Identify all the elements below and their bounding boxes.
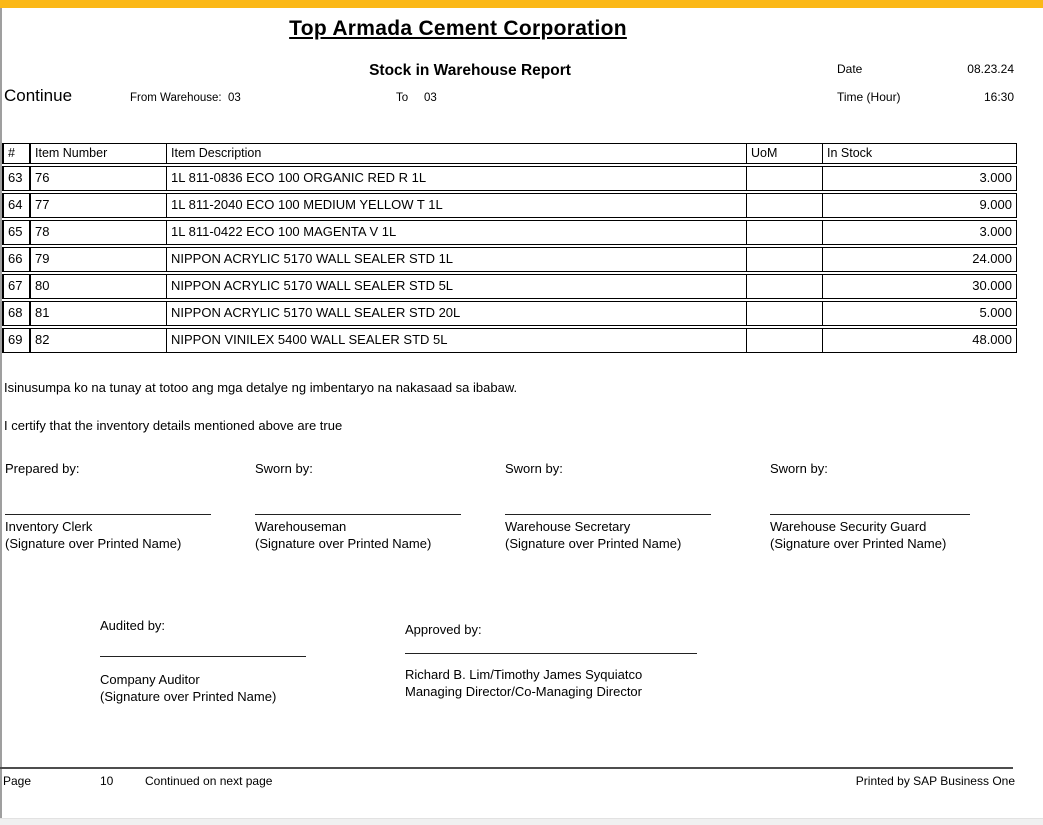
sworn-by-label: Sworn by:: [255, 461, 313, 476]
uom-value: [747, 329, 823, 352]
item-description: 1L 811-0422 ECO 100 MAGENTA V 1L: [167, 221, 747, 244]
item-number: 77: [31, 194, 167, 217]
col-header-in-stock: In Stock: [827, 146, 873, 160]
to-value: 03: [424, 92, 437, 104]
signature-note: (Signature over Printed Name): [5, 536, 182, 551]
signatory-name: Inventory Clerk: [5, 519, 93, 534]
to-label: To: [396, 92, 409, 104]
uom-value: [747, 275, 823, 298]
signatory-name: Warehouse Secretary: [505, 519, 631, 534]
uom-value: [747, 248, 823, 271]
uom-value: [747, 194, 823, 217]
item-number: 80: [31, 275, 167, 298]
signature-note: (Signature over Printed Name): [255, 536, 432, 551]
item-number: 76: [31, 167, 167, 190]
window-accent-bar: [0, 0, 1043, 8]
row-index: 63: [4, 167, 31, 190]
signature-note: (Signature over Printed Name): [100, 689, 277, 704]
stock-table: [2, 143, 1017, 355]
signature-line: [255, 514, 461, 515]
report-title: Stock in Warehouse Report: [369, 62, 571, 79]
footer-divider: [0, 767, 1013, 769]
sworn-by-label: Sworn by:: [505, 461, 563, 476]
signature-line: [405, 653, 697, 654]
from-warehouse-label: From Warehouse:: [130, 92, 222, 104]
time-value: 16:30: [983, 90, 1014, 104]
time-label: Time (Hour): [837, 90, 901, 104]
company-title: Top Armada Cement Corporation: [289, 17, 627, 40]
item-description: NIPPON VINILEX 5400 WALL SEALER STD 5L: [167, 329, 747, 352]
uom-value: [747, 302, 823, 325]
page-label: Page: [3, 774, 32, 788]
uom-value: [747, 221, 823, 244]
certification-tagalog: Isinusumpa ko na tunay at totoo ang mga detalye ng imbentaryo na nakasaad sa ibabaw.: [4, 380, 518, 395]
signatory-name: Warehouseman: [255, 519, 347, 534]
page-number: 10: [100, 774, 114, 788]
certification-english: I certify that the inventory details mentioned above are true: [4, 418, 343, 433]
approved-by-label: Approved by:: [405, 622, 482, 637]
auditor-name: Company Auditor: [100, 672, 200, 687]
signature-note: (Signature over Printed Name): [770, 536, 947, 551]
table-row: [2, 166, 1017, 191]
table-row: [2, 220, 1017, 245]
table-header-row: [2, 143, 1017, 164]
date-label: Date: [837, 62, 863, 76]
item-number: 81: [31, 302, 167, 325]
date-value: 08.23.24: [967, 62, 1014, 76]
row-index: 65: [4, 221, 31, 244]
col-header-description: Item Description: [167, 144, 747, 163]
printed-by-note: Printed by SAP Business One: [855, 774, 1015, 788]
continue-indicator: Continue: [4, 86, 73, 105]
table-row: [2, 247, 1017, 272]
item-description: NIPPON ACRYLIC 5170 WALL SEALER STD 1L: [167, 248, 747, 271]
approver-names: Richard B. Lim/Timothy James Syquiatco: [405, 667, 643, 682]
item-description: NIPPON ACRYLIC 5170 WALL SEALER STD 5L: [167, 275, 747, 298]
signature-note: (Signature over Printed Name): [505, 536, 682, 551]
row-index: 69: [4, 329, 31, 352]
row-index: 68: [4, 302, 31, 325]
row-index: 67: [4, 275, 31, 298]
continued-note: Continued on next page: [145, 774, 273, 788]
from-warehouse-value: 03: [228, 92, 241, 104]
item-description: 1L 811-0836 ECO 100 ORGANIC RED R 1L: [167, 167, 747, 190]
signature-line: [505, 514, 711, 515]
in-stock-value: 3.000: [979, 224, 1012, 239]
in-stock-value: 48.000: [972, 332, 1012, 347]
in-stock-value: 5.000: [979, 305, 1012, 320]
signature-line: [770, 514, 970, 515]
signature-line: [5, 514, 211, 515]
approver-titles: Managing Director/Co-Managing Director: [405, 684, 642, 699]
in-stock-value: 9.000: [979, 197, 1012, 212]
table-row: [2, 301, 1017, 326]
in-stock-value: 24.000: [972, 251, 1012, 266]
col-header-index: #: [4, 144, 31, 163]
prepared-by-label: Prepared by:: [5, 461, 80, 476]
row-index: 66: [4, 248, 31, 271]
item-number: 78: [31, 221, 167, 244]
col-header-item-number: Item Number: [31, 144, 167, 163]
table-row: [2, 328, 1017, 353]
signatory-name: Warehouse Security Guard: [770, 519, 927, 534]
in-stock-value: 3.000: [979, 170, 1012, 185]
sworn-by-label: Sworn by:: [770, 461, 828, 476]
item-number: 79: [31, 248, 167, 271]
page-left-border: [0, 8, 2, 818]
row-index: 64: [4, 194, 31, 217]
item-description: 1L 811-2040 ECO 100 MEDIUM YELLOW T 1L: [167, 194, 747, 217]
in-stock-value: 30.000: [972, 278, 1012, 293]
signature-line: [100, 656, 306, 657]
table-row: [2, 274, 1017, 299]
page-bottom-strip: [0, 818, 1043, 825]
item-number: 82: [31, 329, 167, 352]
uom-value: [747, 167, 823, 190]
audited-by-label: Audited by:: [100, 618, 166, 633]
col-header-uom: UoM: [747, 144, 823, 163]
item-description: NIPPON ACRYLIC 5170 WALL SEALER STD 20L: [167, 302, 747, 325]
table-row: [2, 193, 1017, 218]
